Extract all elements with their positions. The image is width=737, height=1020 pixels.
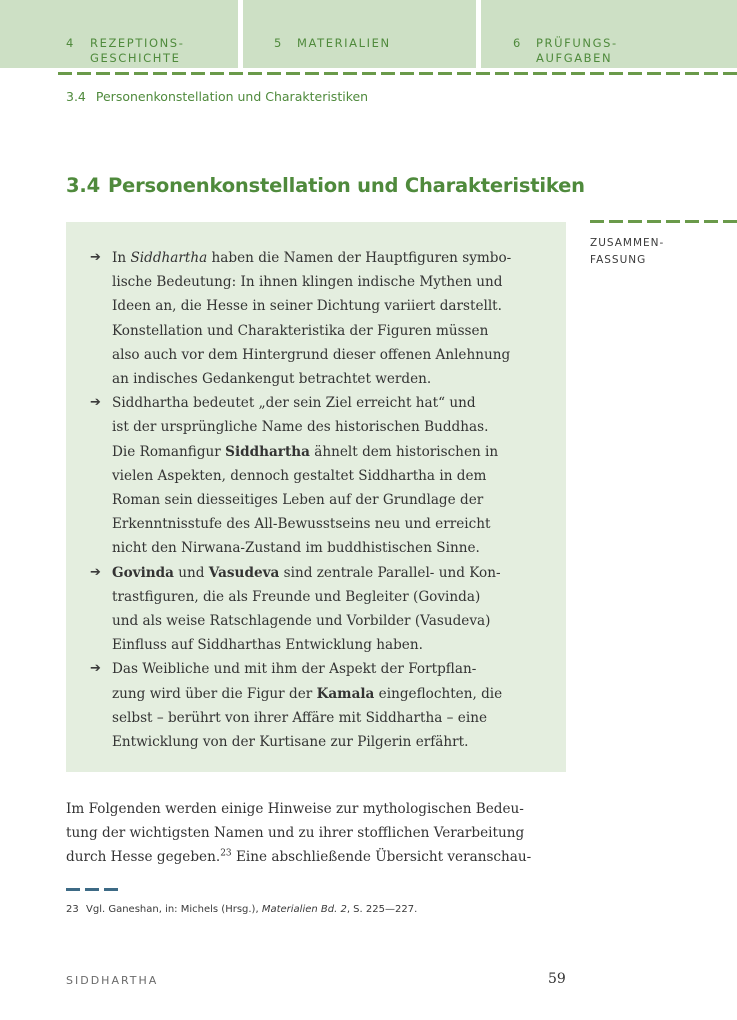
bullet-line: Govinda und Vasudeva sind zentrale Parallel- und Kon- <box>112 564 501 581</box>
tab-label: REZEPTIONS- GESCHICHTE <box>90 36 185 65</box>
bullet-line: und als weise Ratschlagende und Vorbilder (Vasudeva) <box>112 613 491 630</box>
footnote-text: Vgl. Ganeshan, in: Michels (Hrsg.), <box>86 904 262 915</box>
margin-note <box>590 235 664 269</box>
footnote-number: 23 <box>66 904 79 915</box>
summary-box <box>66 222 566 772</box>
margin-note-line: FASSUNG <box>590 254 647 266</box>
bullet-line: Erkenntnisstufe des All-Bewusstseins neu und erreicht <box>112 516 491 533</box>
tab-pruefungsaufgaben[interactable] <box>481 0 737 68</box>
summary-bullet <box>88 246 548 391</box>
bullet-line: Die Romanfigur Siddhartha ähnelt dem historischen in <box>112 443 499 460</box>
section-title <box>66 174 585 197</box>
body-line: durch Hesse gegeben.$^{23}$ Eine abschließende Übersicht veranschau- <box>66 848 532 866</box>
bullet-line: zung wird über die Figur der Kamala eingeflochten, die <box>112 685 503 702</box>
footer-book-title: SIDDHARTHA <box>66 974 159 987</box>
bullet-line: Das Weibliche und mit ihm der Aspekt der Fortpflan- <box>112 661 477 678</box>
summary-bullet <box>88 391 548 560</box>
bullet-line: Konstellation und Charakteristika der Figuren müssen <box>112 322 489 339</box>
bullet-line: Entwicklung von der Kurtisane zur Pilgerin erfährt. <box>112 734 469 751</box>
chapter-tabs <box>0 0 737 68</box>
summary-bullet-list <box>88 246 548 754</box>
margin-note-line: ZUSAMMEN- <box>590 237 665 249</box>
bullet-line: vielen Aspekten, dennoch gestaltet Siddhartha in dem <box>112 467 487 484</box>
footnote-reference[interactable]: 23 <box>220 848 232 859</box>
running-head <box>66 89 368 104</box>
arrow-right-icon: ➔ <box>90 250 101 265</box>
tab-label: MATERIALIEN <box>297 36 391 50</box>
tab-number: 6 <box>513 36 522 50</box>
arrow-right-icon: ➔ <box>90 564 101 580</box>
tab-label: PRÜFUNGS- AUFGABEN <box>536 36 618 65</box>
summary-bullet <box>88 561 548 658</box>
tab-materialien[interactable] <box>243 0 476 68</box>
tab-number: 4 <box>66 36 75 50</box>
section-number: 3.4 <box>66 174 100 197</box>
bullet-line: Ideen an, die Hesse in seiner Dichtung variiert darstellt. <box>112 298 502 315</box>
bullet-line: Einfluss auf Siddharthas Entwicklung haben. <box>112 637 423 654</box>
running-head-title: Personenkonstellation und Charakteristiken <box>95 89 369 104</box>
page-number: 59 <box>548 971 566 987</box>
tab-rezeptionsgeschichte[interactable] <box>0 0 238 68</box>
footnote <box>66 904 417 915</box>
bullet-line: Roman sein diesseitiges Leben auf der Grundlage der <box>112 492 484 509</box>
footnote-divider <box>66 888 118 891</box>
summary-bullet <box>88 657 548 754</box>
bullet-line: also auch vor dem Hintergrund dieser offenen Anlehnung <box>112 346 511 363</box>
footnote-italic: Materialien Bd. 2 <box>261 904 347 915</box>
bullet-line: lische Bedeutung: In ihnen klingen indische Mythen und <box>112 274 503 291</box>
margin-dashed-divider <box>590 220 737 223</box>
bullet-line: trastfiguren, die als Freunde und Begleiter (Govinda) <box>112 588 481 605</box>
arrow-right-icon: ➔ <box>90 395 101 411</box>
body-line: tung der wichtigsten Namen und zu ihrer stofflichen Verarbeitung <box>66 825 525 842</box>
bullet-line: nicht den Nirwana-Zustand im buddhistischen Sinne. <box>112 540 480 557</box>
section-title-text: Personenkonstellation und Charakteristiken <box>107 174 585 197</box>
arrow-right-icon: ➔ <box>90 661 101 677</box>
tab-number: 5 <box>274 36 283 50</box>
bullet-line: selbst – berührt von ihrer Affäre mit Siddhartha – eine <box>112 709 487 726</box>
bullet-line: ist der ursprüngliche Name des historischen Buddhas. <box>112 419 489 436</box>
header-dashed-divider <box>58 72 737 75</box>
bullet-line: an indisches Gedankengut betrachtet werden. <box>112 371 432 388</box>
bullet-line: In Siddhartha haben die Namen der Hauptfiguren symbo- <box>112 250 512 266</box>
body-line: Im Folgenden werden einige Hinweise zur mythologischen Bedeu- <box>66 801 524 817</box>
running-head-number: 3.4 <box>66 89 86 104</box>
footnote-text-end: , S. 225—227. <box>346 904 418 915</box>
body-paragraph <box>66 797 568 870</box>
bullet-line: Siddhartha bedeutet „der sein Ziel erreicht hat“ und <box>112 395 476 412</box>
